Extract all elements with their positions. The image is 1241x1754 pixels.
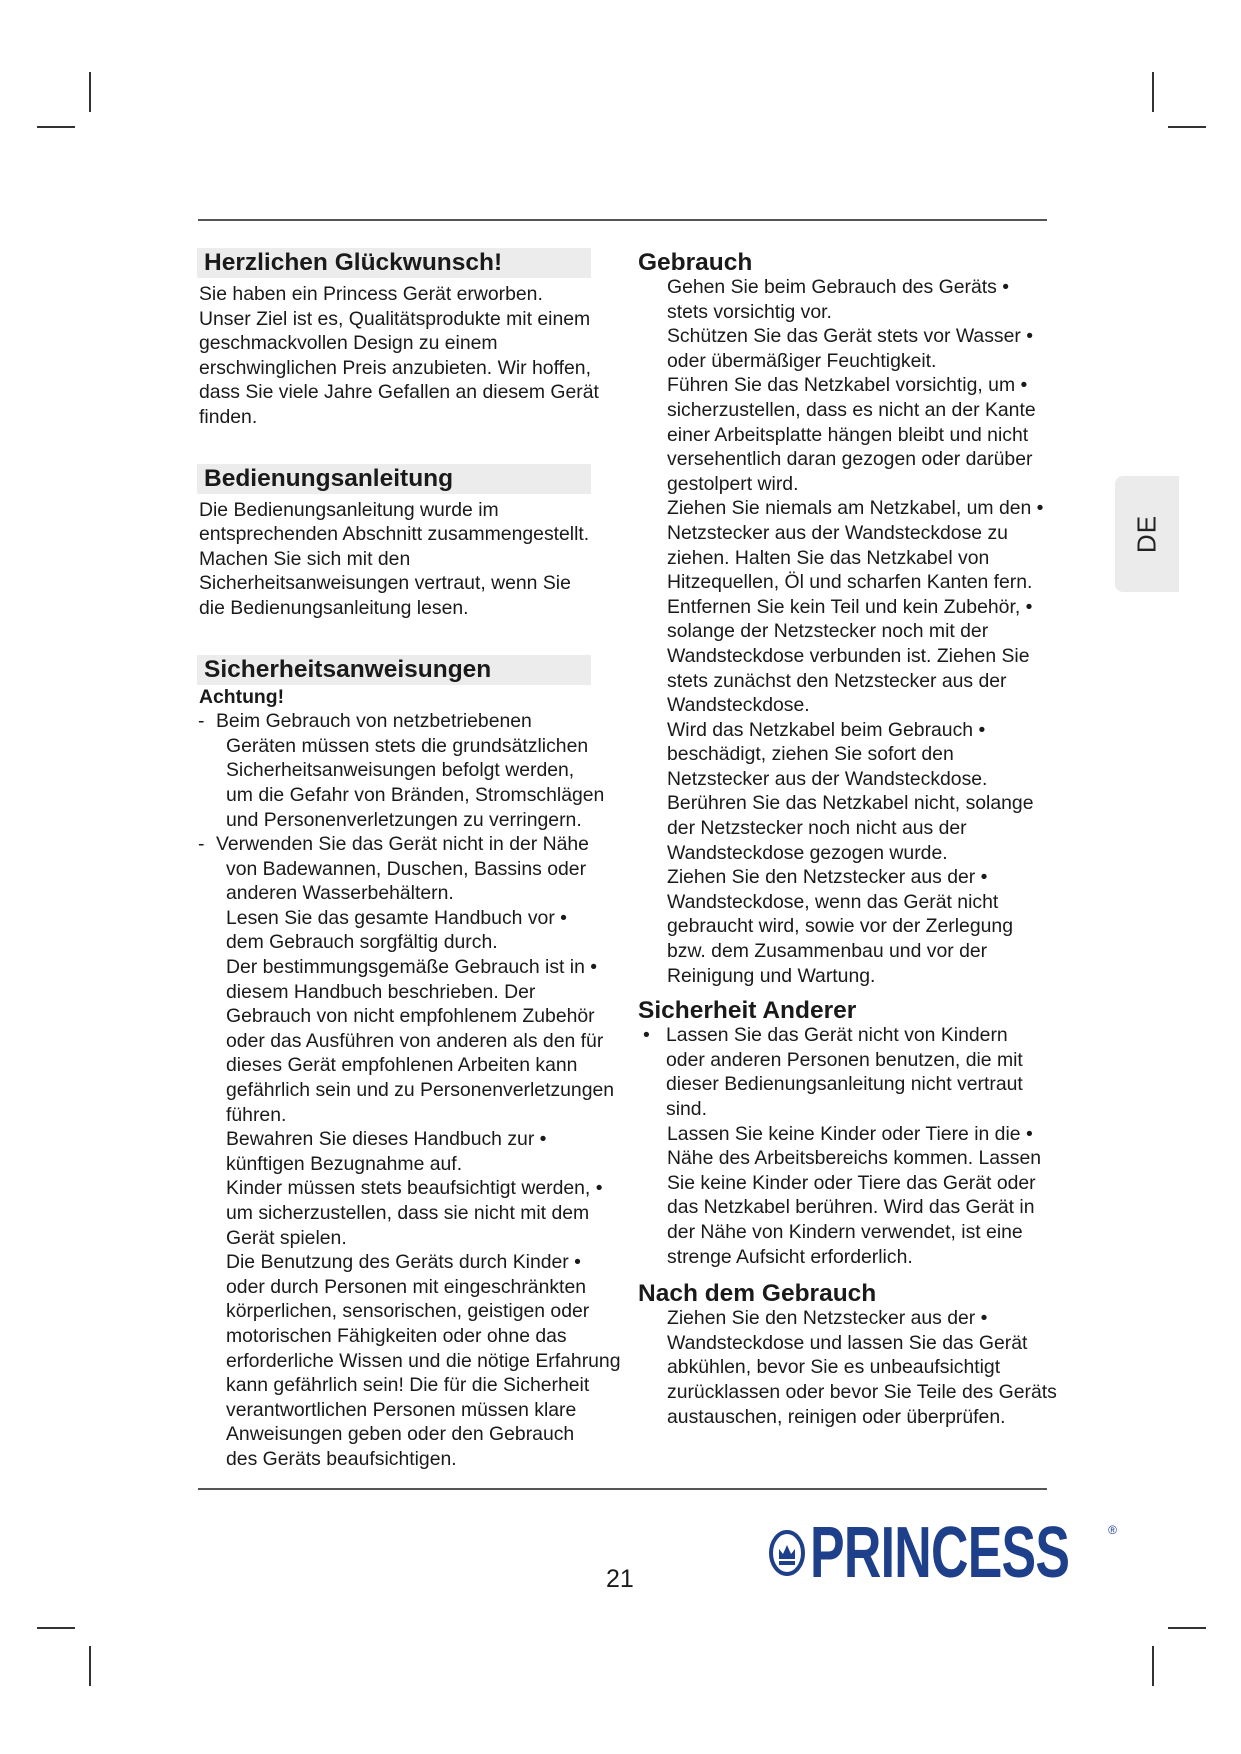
section-title-congratulations: Herzlichen Glückwunsch! xyxy=(197,248,591,278)
page-number: 21 xyxy=(606,1565,634,1593)
language-tab xyxy=(1115,476,1179,592)
crop-mark xyxy=(37,1627,75,1629)
crop-mark xyxy=(37,126,75,128)
crop-mark xyxy=(1168,1627,1206,1629)
princess-logo xyxy=(768,1513,1117,1593)
usage-text: Gehen Sie beim Gebrauch des Geräts • stets vorsichtig vor. Schützen Sie das Gerät stets vor Wasser • oder übermäßiger Feuchtigkeit. Führen Sie das Netzkabel vorsichtig, um • sicherzustellen, dass es nicht an der Kante einer Arbeitsplatte hängen bleibt und nicht versehentlich daran gezogen oder darüber gestolpert wird. Ziehen Sie niemals am Netzkabel, um den • Netzstecker aus der Wandsteckdose zu ziehen. Halten Sie das Netzkabel von Hitzequellen, Öl und scharfen Kanten fern. Entfernen Sie kein Teil und kein Zubehör, • solange der Netzstecker noch mit der Wandsteckdose verbunden ist. Ziehen Sie stets zunächst den Netzstecker aus der Wandsteckdose. Wird das Netzkabel beim Gebrauch • beschädigt, ziehen Sie sofort den Netzstecker aus der Wandsteckdose. Berühren Sie das Netzkabel nicht, solange der Netzstecker noch nicht aus der Wandsteckdose gezogen wurde. Ziehen Sie den Netzstecker aus der • Wandsteckdose, wenn das Gerät nicht gebraucht wird, sowie vor der Zerlegung bzw. dem Zusammenbau und vor der Reinigung und Wartung. xyxy=(667,276,1044,987)
warning-label: Achtung! xyxy=(199,685,285,708)
crop-mark xyxy=(1152,72,1154,112)
right-column xyxy=(638,248,1078,1429)
safety-text: Lesen Sie das gesamte Handbuch vor • dem Gebrauch sorgfältig durch. Der bestimmungsgemäße Gebrauch ist in • diesem Handbuch beschrieben. Der Gebrauch von nicht empfohlenem Zubehör oder das Ausführen von anderen als den für dieses Gerät empfohlenen Arbeiten kann gefährlich sein und zu Personenverletzungen führen. Bewahren Sie dieses Handbuch zur • künftigen Bezugnahme auf. Kinder müssen stets beaufsichtigt werden, • um sicherzustellen, dass sie nicht mit dem Gerät spielen. Die Benutzung des Geräts durch Kinder • oder durch Personen mit eingeschränkten körperlichen, sensorischen, geistigen oder motorischen Fähigkeiten oder ohne das erforderliche Wissen und die nötige Erfahrung kann gefährlich sein! Die für die Sicherheit verantwortlichen Personen müssen klare Anweisungen geben oder den Gebrauch des Geräts beaufsichtigen. xyxy=(226,906,621,1470)
section-title-after-use: Nach dem Gebrauch xyxy=(638,1280,877,1308)
princess-logo-text: PRINCESS xyxy=(810,1513,1070,1593)
instructions-text: Die Bedienungsanleitung wurde im entsprechenden Abschnitt zusammengestellt. Machen Sie sich mit den Sicherheitsanweisungen vertraut, wenn Sie die Bedienungsanleitung lesen. xyxy=(199,498,590,619)
language-tab-label: DE xyxy=(1131,514,1162,554)
crop-mark xyxy=(1168,126,1206,128)
crop-mark xyxy=(89,1646,91,1686)
others-safety-bullet: • Lassen Sie das Gerät nicht von Kindern oder anderen Personen benutzen, die mit dieser Bedienungsanleitung nicht vertraut sind. xyxy=(643,1024,1023,1120)
registered-mark: ® xyxy=(1108,1523,1117,1537)
section-title-others-safety: Sicherheit Anderer xyxy=(638,997,857,1025)
princess-crown-icon xyxy=(768,1529,806,1577)
safety-dash-item: - Beim Gebrauch von netzbetriebenen Geräten müssen stets die grundsätzlichen Sicherheitsanweisungen befolgt werden, um die Gefahr von Bränden, Stromschlägen und Personenverletzungen zu verringern. xyxy=(198,710,605,831)
congratulations-text: Sie haben ein Princess Gerät erworben. Unser Ziel ist es, Qualitätsprodukte mit einem geschmackvollen Design zu einem erschwinglichen Preis anzubieten. Wir hoffen, dass Sie viele Jahre Gefallen an diesem Gerät finden. xyxy=(199,283,599,428)
crop-mark xyxy=(89,72,91,112)
left-column xyxy=(197,248,647,1472)
top-rule xyxy=(198,219,1047,221)
others-safety-text: Lassen Sie keine Kinder oder Tiere in die • Nähe des Arbeitsbereichs kommen. Lassen Sie keine Kinder oder Tiere das Gerät oder das Netzkabel berühren. Wird das Gerät in der Nähe von Kindern verwendet, ist eine strenge Aufsicht erforderlich. xyxy=(667,1122,1042,1268)
section-title-instructions: Bedienungsanleitung xyxy=(197,464,591,494)
crop-mark xyxy=(1152,1646,1154,1686)
safety-dash-item: - Verwenden Sie das Gerät nicht in der Nähe von Badewannen, Duschen, Bassins oder anderen Wasserbehältern. xyxy=(198,833,589,905)
bottom-rule xyxy=(198,1488,1047,1490)
after-use-text: Ziehen Sie den Netzstecker aus der • Wandsteckdose und lassen Sie das Gerät abkühlen, bevor Sie es unbeaufsichtigt zurücklassen oder bevor Sie Teile des Geräts austauschen, reinigen oder überprüfen. xyxy=(667,1307,1057,1428)
section-title-safety: Sicherheitsanweisungen xyxy=(197,655,591,685)
section-title-usage: Gebrauch xyxy=(638,249,753,276)
